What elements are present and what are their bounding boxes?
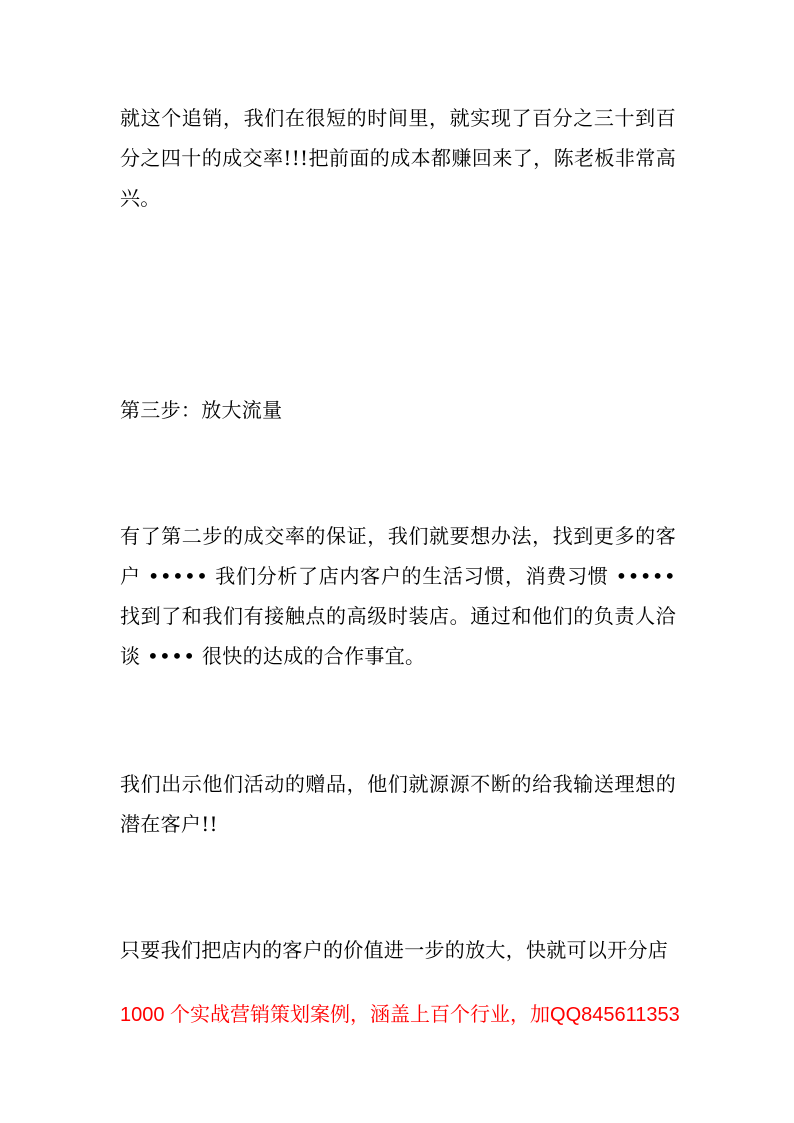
paragraph-3: 我们出示他们活动的赠品，他们就源源不断的给我输送理想的潜在客户!! (120, 772, 676, 836)
paragraph-2: 有了第二步的成交率的保证，我们就要想办法，找到更多的客户 ••••• 我们分析了店内客户的生活习惯，消费习惯 ••••• 找到了和我们有接触点的高级时装店。通过和他们的负责人洽谈 •••• 很快的达成的合作事宜。 (120, 524, 676, 668)
promo-footer-text: 1000 个实战营销策划案例，涵盖上百个行业，加QQ845611353 (120, 1004, 680, 1026)
section-heading: 第三步：放大流量 (120, 398, 283, 422)
paragraph-4: 只要我们把店内的客户的价值进一步的放大，快就可以开分店 (120, 938, 669, 962)
paragraph-1: 就这个追销，我们在很短的时间里，就实现了百分之三十到百分之四十的成交率!!!把前面的成本都赚回来了，陈老板非常高兴。 (120, 106, 676, 210)
